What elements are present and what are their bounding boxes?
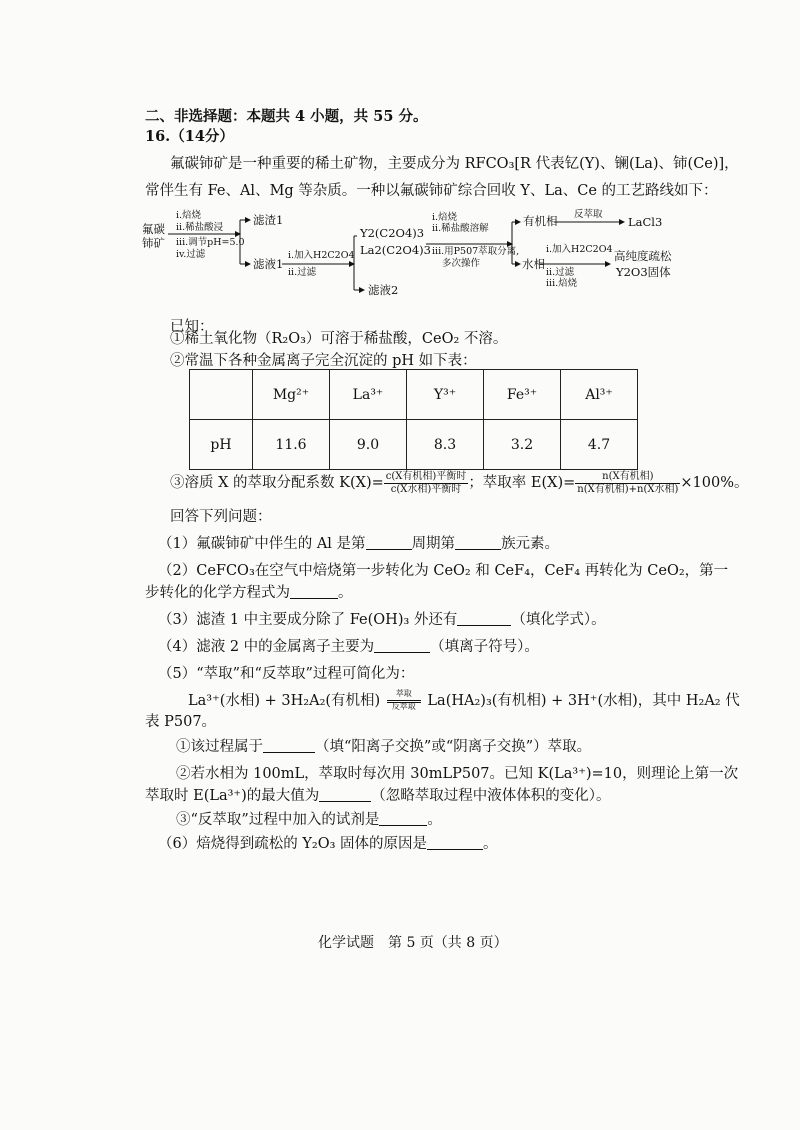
q6-blank[interactable] bbox=[427, 835, 483, 850]
question-5-3 bbox=[176, 810, 442, 830]
questions-intro: 回答下列问题： bbox=[170, 509, 272, 525]
flow-step4-1: i.加入H2C2O4 bbox=[546, 244, 613, 255]
table-cell: 8.3 bbox=[407, 420, 484, 470]
page-footer: 化学试题 第 5 页（共 8 页） bbox=[318, 935, 508, 951]
table-cell: 3.2 bbox=[484, 420, 561, 470]
arrow-top-label: 萃取 bbox=[395, 689, 412, 698]
equilibrium-arrow-icon bbox=[385, 691, 423, 711]
q5-3-blank[interactable] bbox=[379, 811, 427, 826]
table-header-row bbox=[190, 370, 638, 420]
flow-step3-3: iii.用P507萃取分离, bbox=[432, 246, 520, 257]
flow-ore-2: 铈矿 bbox=[142, 236, 165, 250]
flow-back-extraction: 反萃取 bbox=[574, 209, 603, 220]
table-cell: 4.7 bbox=[561, 420, 638, 470]
k-denominator: c(X水相)平衡时 bbox=[390, 483, 462, 495]
known-item-3 bbox=[170, 470, 749, 496]
q5-2-text-b: 萃取时 E(La³⁺)的最大值为 bbox=[145, 788, 320, 804]
question-2-line-1: （2）CeFCO₃在空气中焙烧第一步转化为 CeO₂ 和 CeF₄，CeF₄ 再转化为 CeO₂，第一 bbox=[158, 563, 729, 579]
q3-text-a: （3）滤渣 1 中主要成分除了 Fe(OH)₃ 外还有 bbox=[158, 612, 458, 628]
flow-filtrate-2: 滤液2 bbox=[368, 283, 399, 297]
question-1 bbox=[158, 534, 559, 554]
q1-blank-2[interactable] bbox=[455, 535, 501, 550]
flow-step3-4: 多次操作 bbox=[442, 258, 481, 269]
e-denominator: n(X有机相)+n(X水相) bbox=[577, 483, 679, 495]
flow-step4-3: iii.焙烧 bbox=[546, 278, 578, 289]
flow-step1-3: iii.调节pH=5.0 bbox=[176, 237, 245, 248]
process-flow-diagram bbox=[142, 206, 702, 312]
q3-text-b: （填化学式）。 bbox=[511, 612, 606, 628]
q1-text-a: （1）氟碳铈矿中伴生的 Al 是第 bbox=[158, 536, 366, 552]
intro-line-2: 常伴生有 Fe、Al、Mg 等杂质。一种以氟碳铈矿综合回收 Y、La、Ce 的工艺路线如下： bbox=[145, 183, 718, 199]
q1-blank-1[interactable] bbox=[366, 535, 412, 550]
table-row-label: pH bbox=[190, 420, 253, 470]
q2-text-b: 步转化的化学方程式为 bbox=[145, 585, 290, 601]
extraction-equation bbox=[188, 690, 740, 712]
flow-step1-1: i.焙烧 bbox=[176, 210, 202, 221]
flow-lacl3: LaCl3 bbox=[628, 215, 663, 229]
table-header-cell bbox=[190, 370, 253, 420]
question-4 bbox=[158, 637, 539, 657]
table-header-cell: Mg²⁺ bbox=[253, 370, 330, 420]
flow-step1-4: iv.过滤 bbox=[176, 249, 206, 260]
flow-final-1: 高纯度疏松 bbox=[614, 249, 672, 263]
question-number: 16.（14分） bbox=[145, 128, 234, 145]
table-cell: 9.0 bbox=[330, 420, 407, 470]
section-heading: 二、非选择题：本题共 4 小题，共 55 分。 bbox=[145, 108, 428, 125]
flow-step3-1: i.焙烧 bbox=[432, 212, 458, 223]
q3-blank[interactable] bbox=[457, 611, 511, 626]
table-header-cell: Y³⁺ bbox=[407, 370, 484, 420]
q4-text-a: （4）滤液 2 中的金属离子主要为 bbox=[158, 639, 375, 655]
q4-text-b: （填离子符号）。 bbox=[430, 639, 539, 655]
known-item-3-mid: ；萃取率 E(X)= bbox=[468, 475, 576, 491]
q1-text-b: 周期第 bbox=[411, 536, 456, 552]
question-5-1 bbox=[176, 737, 591, 757]
table-row bbox=[190, 420, 638, 470]
known-label: 已知： bbox=[170, 319, 214, 335]
q4-blank[interactable] bbox=[374, 638, 430, 653]
flow-product-la-oxalate: La2(C2O4)3 bbox=[360, 243, 431, 257]
flow-aqueous-phase: 水相 bbox=[522, 257, 545, 271]
flow-ore-1: 氟碳 bbox=[142, 222, 165, 236]
table-header-cell: Fe³⁺ bbox=[484, 370, 561, 420]
q5-1-text-b: （填“阳离子交换”或“阴离子交换”）萃取。 bbox=[315, 739, 592, 755]
q5-3-text-a: ③“反萃取”过程中加入的试剂是 bbox=[176, 812, 380, 828]
arrow-bottom-label: 反萃取 bbox=[391, 702, 416, 711]
table-cell: 11.6 bbox=[253, 420, 330, 470]
q5-1-blank[interactable] bbox=[263, 738, 315, 753]
flow-step4-2: ii.过滤 bbox=[546, 267, 575, 278]
flow-final-2: Y2O3固体 bbox=[616, 265, 671, 279]
question-2-line-2 bbox=[145, 583, 353, 603]
e-numerator: n(X有机相) bbox=[575, 471, 680, 484]
q2-blank[interactable] bbox=[290, 584, 338, 599]
known-item-3-prefix: ③溶质 X 的萃取分配系数 K(X)= bbox=[170, 475, 384, 491]
intro-line-1: 氟碳铈矿是一种重要的稀土矿物，主要成分为 RFCO₃[R 代表钇(Y)、镧(La)、铈(Ce)]， bbox=[170, 156, 739, 172]
e-fraction bbox=[575, 471, 680, 496]
question-6 bbox=[158, 834, 498, 854]
flow-step3-2: ii.稀盐酸溶解 bbox=[432, 223, 489, 234]
flow-step1-2: ii.稀盐酸浸 bbox=[176, 222, 224, 233]
q5-2-blank[interactable] bbox=[319, 787, 371, 802]
question-5-2-line-2 bbox=[145, 786, 611, 806]
q2-text-c: 。 bbox=[338, 585, 353, 601]
question-5-2-line-1: ②若水相为 100mL，萃取时每次用 30mLP507。已知 K(La³⁺)=10，则理论上第一次 bbox=[176, 766, 739, 782]
known-item-2: ②常温下各种金属离子完全沉淀的 pH 如下表： bbox=[170, 353, 477, 369]
known-item-3-suffix: ×100%。 bbox=[680, 475, 749, 491]
q6-text-b: 。 bbox=[483, 836, 498, 852]
flow-step2-1: i.加入H2C2O4 bbox=[288, 250, 355, 261]
flow-step2-2: ii.过滤 bbox=[288, 267, 317, 278]
known-item-1: ①稀土氧化物（R₂O₃）可溶于稀盐酸，CeO₂ 不溶。 bbox=[170, 331, 508, 347]
equation-right: La(HA₂)₃(有机相) + 3H⁺(水相)，其中 H₂A₂ 代 bbox=[427, 693, 740, 709]
equation-left: La³⁺(水相) + 3H₂A₂(有机相) bbox=[188, 693, 381, 709]
flow-organic-phase: 有机相 bbox=[523, 214, 558, 228]
flow-filtrate-1: 滤液1 bbox=[253, 257, 284, 271]
table-header-cell: Al³⁺ bbox=[561, 370, 638, 420]
q6-text-a: （6）焙烧得到疏松的 Y₂O₃ 固体的原因是 bbox=[158, 836, 428, 852]
q5-2-text-c: （忽略萃取过程中液体体积的变化）。 bbox=[371, 788, 611, 804]
ph-table bbox=[189, 369, 638, 470]
q5-1-text-a: ①该过程属于 bbox=[176, 739, 263, 755]
k-fraction bbox=[384, 471, 469, 496]
flow-residue-1: 滤渣1 bbox=[253, 213, 284, 227]
question-5: （5）“萃取”和“反萃取”过程可简化为： bbox=[158, 666, 415, 682]
q5-3-text-b: 。 bbox=[427, 812, 442, 828]
question-3 bbox=[158, 610, 606, 630]
equation-continuation: 表 P507。 bbox=[145, 714, 217, 730]
k-numerator: c(X有机相)平衡时 bbox=[385, 470, 467, 482]
q1-text-c: 族元素。 bbox=[501, 536, 560, 552]
table-header-cell: La³⁺ bbox=[330, 370, 407, 420]
flow-product-y-oxalate: Y2(C2O4)3 bbox=[360, 226, 425, 240]
